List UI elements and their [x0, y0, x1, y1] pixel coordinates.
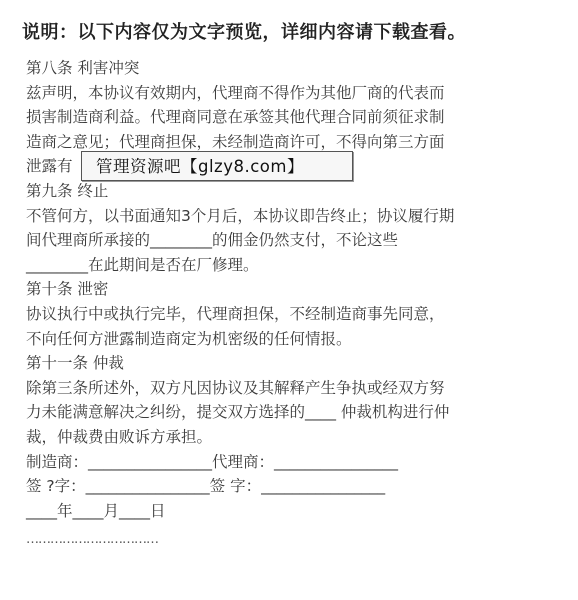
document-body	[26, 56, 558, 523]
paragraph-line: 除第三条所述外，双方凡因协议及其解释产生争执或经双方努	[26, 378, 445, 397]
paragraph-line: ________在此期间是否在厂修理。	[26, 255, 259, 274]
paragraph-line: 间代理商所承接的________的佣金仍然支付，不论这些	[26, 231, 399, 250]
section-heading-arbitration: 第十一条 仲裁	[26, 354, 124, 373]
paragraph-line: 泄露有	[26, 157, 73, 176]
paragraph-line: 兹声明，本协议有效期内，代理商不得作为其他厂商的代表而	[26, 83, 445, 102]
paragraph-line: 裁，仲裁费由败诉方承担。	[26, 427, 213, 446]
paragraph-line: 损害制造商利益。代理商同意在承签其他代理合同前须征求制	[26, 108, 445, 127]
signature-line: 签 ?字：________________签 字：________________	[26, 477, 386, 496]
paragraph-line: 力未能满意解决之纠纷，提交双方选择的____ 仲裁机构进行仲	[26, 403, 450, 422]
section-heading-confidentiality: 第十条 泄密	[26, 280, 109, 299]
paragraph-line: 协议执行中或执行完毕，代理商担保，不经制造商事先同意，	[26, 304, 445, 323]
section-heading-termination: 第九条 终止	[26, 181, 109, 200]
continuation-dots: ……………………………	[26, 532, 158, 547]
date-line: ____年____月____日	[26, 501, 166, 520]
paragraph-line: 不向任何方泄露制造商定为机密级的任何情报。	[26, 329, 352, 348]
site-watermark-label: 管理资源吧【glzy8.com】	[81, 151, 353, 181]
signature-parties-line: 制造商：________________代理商：________________	[26, 452, 399, 471]
section-heading-conflict: 第八条 利害冲突	[26, 59, 140, 77]
paragraph-line: 造商之意见；代理商担保，未经制造商许可，不得向第三方面	[26, 132, 445, 151]
paragraph-line: 不管何方，以书面通知3个月后，本协议即告终止；协议履行期	[26, 206, 455, 225]
preview-notice: 说明：以下内容仅为文字预览，详细内容请下载查看。	[22, 22, 466, 43]
